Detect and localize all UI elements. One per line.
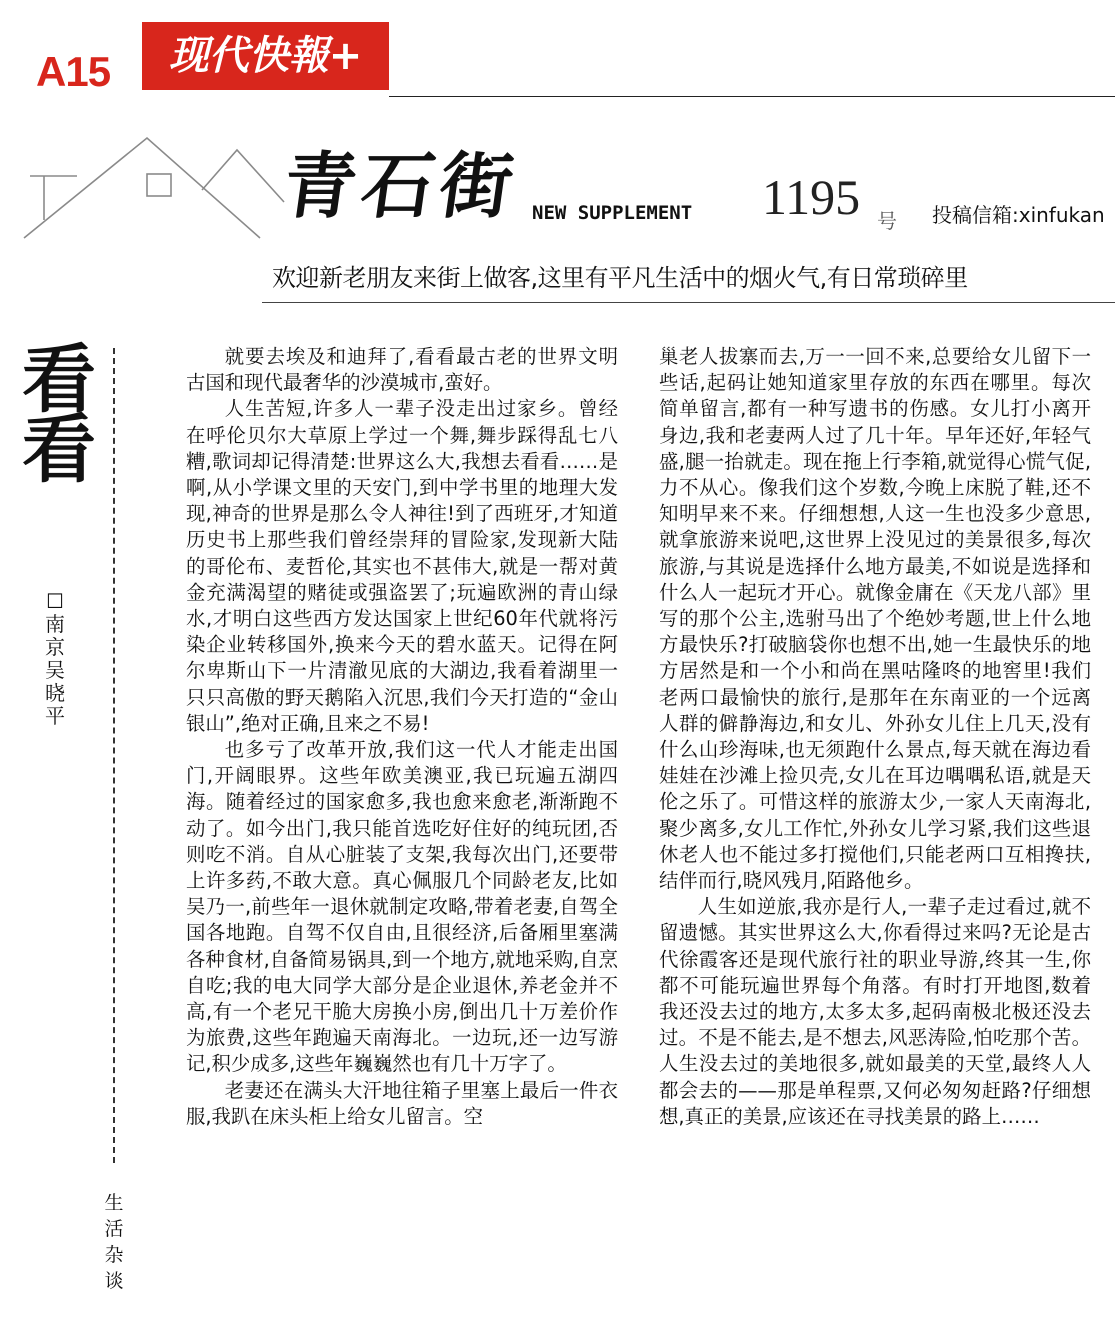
header-subrule (262, 302, 1115, 303)
paragraph: 人生如逆旅,我亦是行人,一辈子走过看过,就不留遗憾。其实世界这么大,你看得过来吗?无论是古代徐霞客还是现代旅行社的职业导游,终其一生,你都不可能玩遍世界每个角落。有时打开地图,数着我还没去过的地方,太多太多,起码南极北极还没去过。不是不能去,是不想去,风恶涛险,怕吃那个苦。人生没去过的美地很多,就如最美的天堂,最终人人都会去的——那是单程票,又何必匆匆赶路?仔细想想,真正的美景,应该还在寻找美景的路上…… (659, 895, 1091, 1128)
article-title-char: 看 (22, 337, 96, 423)
page-number: A15 (36, 48, 111, 95)
section-label: 生活杂谈 (104, 1192, 124, 1292)
issue-number: 1195 (762, 169, 861, 225)
article-column-2 (659, 344, 1091, 1130)
column-title: 青石街 (278, 143, 525, 228)
issue-suffix: 号 (877, 209, 897, 233)
house-outline-icon (22, 130, 292, 245)
article-title (22, 337, 102, 493)
column-subtitle: NEW SUPPLEMENT (532, 202, 693, 224)
article-title-char: 看 (22, 407, 96, 493)
header-rule (389, 96, 1115, 97)
paragraph: 老妻还在满头大汗地往箱子里塞上最后一件衣服,我趴在床头柜上给女儿留言。空 (186, 1078, 618, 1128)
dashed-divider (113, 348, 115, 1163)
contact-email: 投稿信箱:xinfukan (932, 203, 1105, 227)
column-welcome-text: 欢迎新老朋友来街上做客,这里有平凡生活中的烟火气,有日常琐碎里 (272, 264, 968, 292)
article-column-1 (186, 344, 618, 1130)
article-byline: ☐南京 吴晓平 (45, 589, 65, 728)
paragraph: 人生苦短,许多人一辈子没走出过家乡。曾经在呼伦贝尔大草原上学过一个舞,舞步踩得乱七八糟,歌词却记得清楚:世界这么大,我想去看看……是啊,从小学课文里的天安门,到中学书里的地理大发现,神奇的世界是那么令人神往!到了西班牙,才知道历史书上那些我们曾经崇拜的冒险家,发现新大陆的哥伦布、麦哲伦,其实也不甚伟大,就是一帮对黄金充满渴望的赌徒或强盗罢了;玩遍欧洲的青山绿水,才明白这些西方发达国家上世纪60年代就将污染企业转移国外,换来今天的碧水蓝天。记得在阿尔卑斯山下一片清澈见底的大湖边,我看着湖里一只只高傲的野天鹅陷入沉思,我们今天打造的“金山银山”,绝对正确,且来之不易! (186, 397, 618, 735)
newspaper-logo: 现代快報+ (142, 22, 389, 90)
paragraph: 巢老人拔寨而去,万一一回不来,总要给女儿留下一些话,起码让她知道家里存放的东西在哪里。每次简单留言,都有一种写遗书的伤感。女儿打小离开身边,我和老妻两人过了几十年。早年还好,年轻气盛,腿一抬就走。现在拖上行李箱,就觉得心慌气促,力不从心。像我们这个岁数,今晚上床脱了鞋,还不知明早来不来。仔细想想,人这一生也没多少意思,就拿旅游来说吧,这世界上没见过的美景很多,每次旅游,与其说是选择什么地方最美,不如说是选择和什么人一起玩才开心。就像金庸在《天龙八部》里写的那个公主,选驸马出了个绝妙考题,世上什么地方最快乐?打破脑袋你也想不出,她一生最快乐的地方居然是和一个小和尚在黑咕隆咚的地窖里!我们老两口最愉快的旅行,是那年在东南亚的一个远离人群的僻静海边,和女儿、外孙女儿住上几天,没有什么山珍海味,也无须跑什么景点,每天就在海边看娃娃在沙滩上捡贝壳,女儿在耳边喁喁私语,就是天伦之乐了。可惜这样的旅游太少,一家人天南海北,聚少离多,女儿工作忙,外孙女儿学习紧,我们这些退休老人也不能过多打搅他们,只能老两口互相搀扶,结伴而行,晓风残月,陌路他乡。 (659, 345, 1091, 893)
paragraph: 就要去埃及和迪拜了,看看最古老的世界文明古国和现代最奢华的沙漠城市,蛮好。 (186, 345, 618, 395)
paragraph: 也多亏了改革开放,我们这一代人才能走出国门,开阔眼界。这些年欧美澳亚,我已玩遍五湖四海。随着经过的国家愈多,我也愈来愈老,渐渐跑不动了。如今出门,我只能首选吃好住好的纯玩团,否则吃不消。自从心脏装了支架,我每次出门,还要带上许多药,不敢大意。真心佩服几个同龄老友,比如吴乃一,前些年一退休就制定攻略,带着老妻,自驾全国各地跑。自驾不仅自由,且很经济,后备厢里塞满各种食材,自备简易锅具,到一个地方,就地采购,自烹自吃;我的电大同学大部分是企业退休,养老金并不高,有一个老兄干脆大房换小房,倒出几十万差价作为旅费,这些年跑遍天南海北。一边玩,还一边写游记,积少成多,这些年巍巍然也有几十万字了。 (186, 738, 618, 1076)
